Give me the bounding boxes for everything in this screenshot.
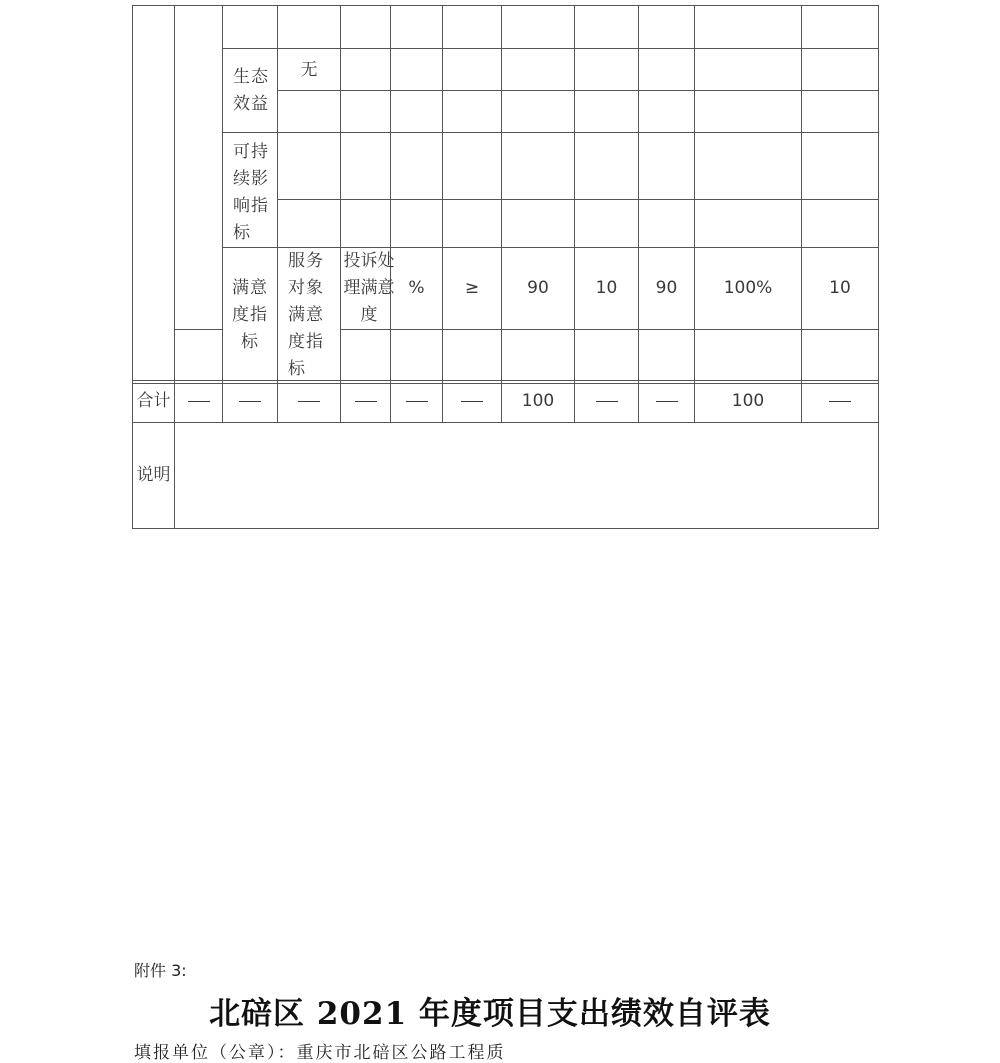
table-cell	[502, 330, 575, 384]
table-cell	[575, 133, 639, 200]
dash-mark	[656, 401, 678, 402]
table-cell	[391, 49, 443, 91]
table-cell	[639, 200, 695, 248]
weight-value: 10	[595, 278, 618, 298]
table-cell	[575, 200, 639, 248]
table-cell	[695, 91, 802, 133]
performance-table	[132, 5, 879, 384]
satisfaction-level3-cell	[278, 248, 341, 384]
table-cell	[575, 330, 639, 384]
total-label-cell	[133, 381, 175, 423]
table-cell	[639, 330, 695, 384]
table-cell	[502, 91, 575, 133]
unit-cell	[391, 248, 443, 330]
weight-total-cell	[502, 381, 575, 423]
table-cell	[341, 200, 391, 248]
table-cell	[278, 200, 341, 248]
satisfaction-level2-cell	[223, 248, 278, 384]
table-cell	[278, 6, 341, 49]
table-cell	[278, 381, 341, 423]
table-cell	[575, 381, 639, 423]
dash-mark	[239, 401, 261, 402]
table-cell	[391, 200, 443, 248]
score-value: 10	[829, 278, 851, 298]
weight-total-value: 100	[521, 391, 555, 411]
table-cell	[639, 49, 695, 91]
satisfaction-indicator-label: 投诉处理满意度	[343, 251, 395, 325]
table-cell	[695, 6, 802, 49]
table-cell	[391, 6, 443, 49]
table-cell	[443, 49, 502, 91]
score-cell	[802, 248, 879, 330]
table-cell	[341, 6, 391, 49]
actual-value: 90	[655, 278, 678, 298]
table-row	[133, 49, 879, 91]
ecological-category-cell	[223, 49, 278, 133]
table-cell	[391, 330, 443, 384]
table-cell	[391, 381, 443, 423]
totals-table	[132, 380, 879, 529]
table-cell	[802, 330, 879, 384]
table-cell	[341, 381, 391, 423]
table-cell	[802, 133, 879, 200]
table-cell	[802, 6, 879, 49]
table-cell	[639, 133, 695, 200]
satisfaction-level2-label: 满意度指标	[232, 278, 268, 352]
table-row	[133, 248, 879, 330]
table-cell	[575, 6, 639, 49]
table-cell	[443, 91, 502, 133]
table-cell	[695, 133, 802, 200]
first-column-cell	[133, 6, 175, 384]
table-row	[133, 6, 879, 49]
table-cell	[639, 381, 695, 423]
table-row	[133, 133, 879, 200]
operator-cell	[443, 248, 502, 330]
table-cell	[802, 381, 879, 423]
table-cell	[278, 133, 341, 200]
table-cell	[695, 200, 802, 248]
unit-value: %	[408, 278, 425, 298]
notes-label-cell	[133, 423, 175, 529]
second-column-cell	[175, 6, 223, 330]
table-cell	[341, 133, 391, 200]
table-cell	[443, 6, 502, 49]
table-cell	[175, 330, 223, 384]
table-cell	[443, 133, 502, 200]
ecological-category-label: 生态效益	[233, 66, 269, 114]
table-cell	[391, 133, 443, 200]
total-label: 合计	[136, 391, 171, 411]
completion-cell	[695, 248, 802, 330]
dash-mark	[461, 401, 483, 402]
dash-mark	[298, 401, 320, 402]
table-cell	[639, 6, 695, 49]
operator-value: ≥	[464, 278, 480, 298]
table-cell	[175, 381, 223, 423]
actual-cell	[639, 248, 695, 330]
ecological-indicator-value: 无	[300, 60, 318, 80]
notes-row	[133, 423, 879, 529]
document-title: 北碚区 2021 年度项目支出绩效自评表	[209, 996, 771, 1032]
table-cell	[502, 6, 575, 49]
fill-unit-line: 填报单位（公章）：重庆市北碚区公路工程质	[134, 1043, 506, 1063]
dash-mark	[188, 401, 210, 402]
table-cell	[341, 91, 391, 133]
table-cell	[341, 330, 391, 384]
table-cell	[223, 381, 278, 423]
notes-label: 说明	[136, 465, 171, 485]
table-cell	[443, 381, 502, 423]
dash-mark	[596, 401, 618, 402]
table-cell	[575, 91, 639, 133]
satisfaction-level3-label: 服务对象满意度指标	[288, 251, 324, 379]
dash-mark	[829, 401, 851, 402]
satisfaction-indicator-cell	[341, 248, 395, 330]
table-cell	[802, 200, 879, 248]
ecological-indicator-cell	[278, 49, 341, 91]
target-cell	[502, 248, 575, 330]
dash-mark	[355, 401, 377, 402]
table-cell	[575, 49, 639, 91]
score-total-cell	[695, 381, 802, 423]
table-cell	[223, 6, 278, 49]
table-cell	[443, 330, 502, 384]
completion-value: 100%	[723, 278, 773, 298]
table-cell	[443, 200, 502, 248]
table-cell	[695, 330, 802, 384]
table-cell	[278, 91, 341, 133]
table-cell	[502, 133, 575, 200]
table-cell	[639, 91, 695, 133]
total-row	[133, 381, 879, 423]
table-cell	[802, 91, 879, 133]
table-cell	[695, 49, 802, 91]
dash-mark	[406, 401, 428, 402]
table-cell	[391, 91, 443, 133]
weight-cell	[575, 248, 639, 330]
target-value: 90	[527, 278, 549, 298]
attachment-label: 附件 3:	[134, 961, 187, 980]
sustainable-category-cell	[223, 133, 278, 248]
score-total-value: 100	[731, 391, 765, 411]
table-cell	[802, 49, 879, 91]
table-cell	[502, 49, 575, 91]
sustainable-category-label: 可持续影响指标	[233, 142, 269, 243]
table-cell	[502, 200, 575, 248]
notes-content-cell	[175, 423, 879, 529]
table-cell	[341, 49, 391, 91]
